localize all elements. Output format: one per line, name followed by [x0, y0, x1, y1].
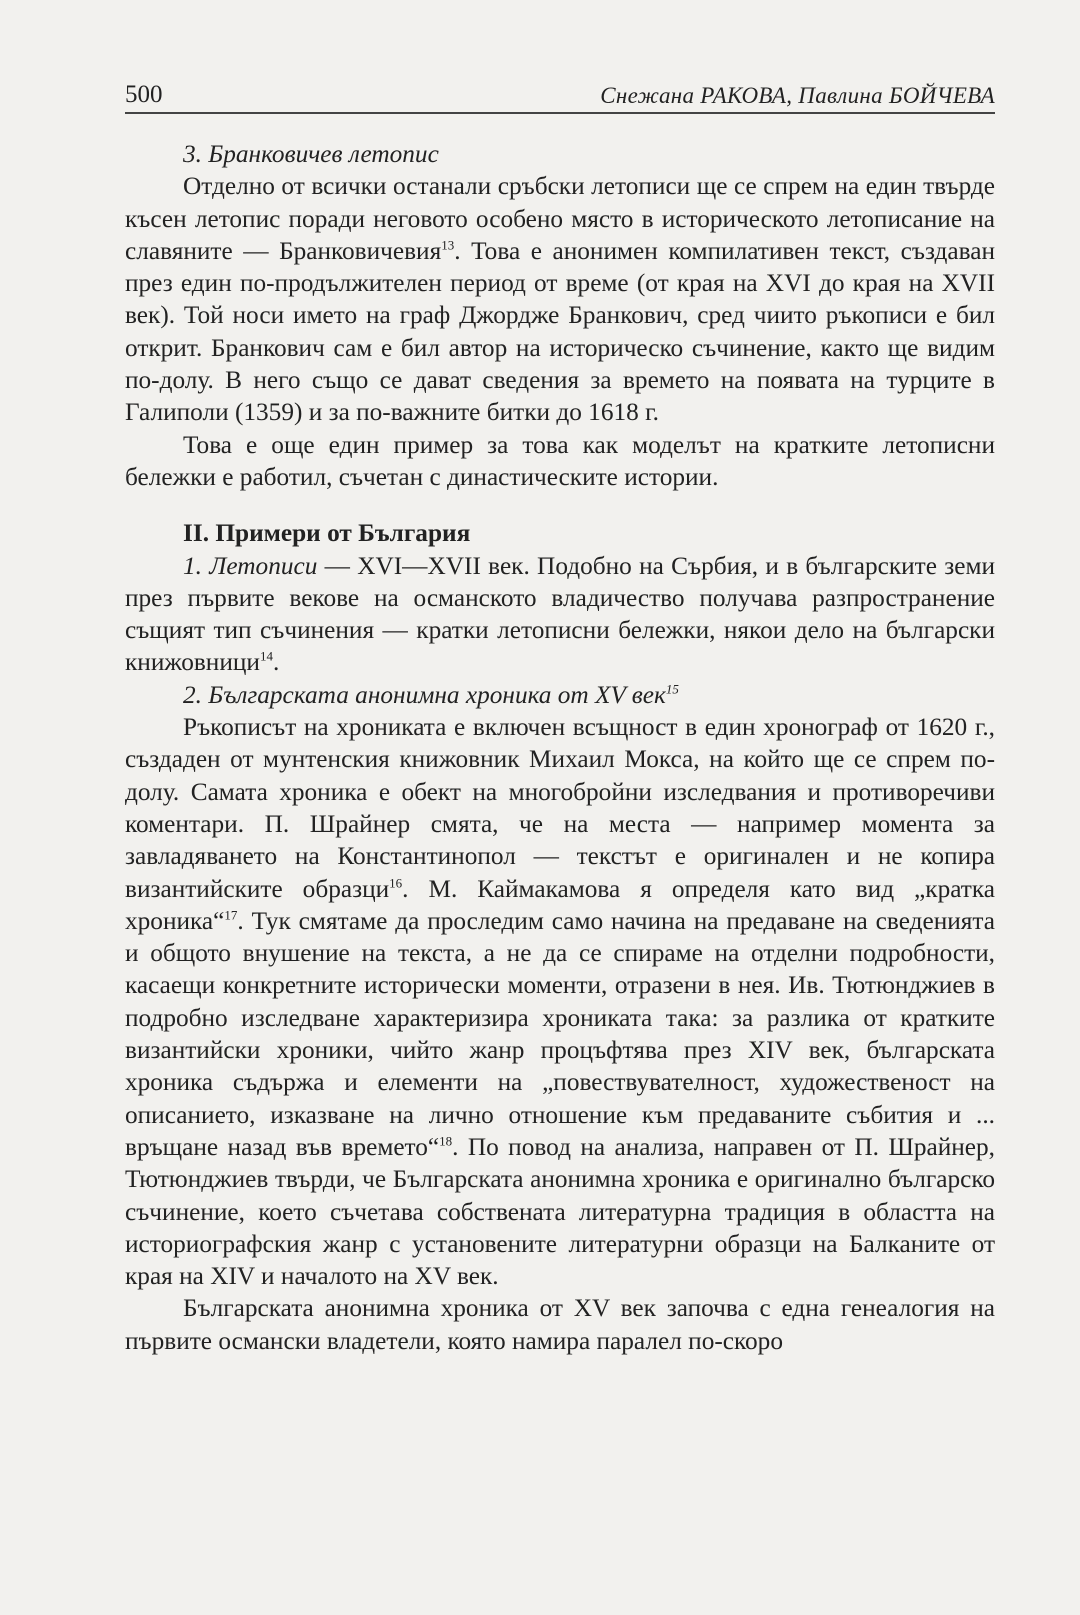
paragraph-text: Ръкописът на хрониката е включен всъщност в един хронограф от 1620 г., създаден от мунтенския книжовник Михаил Мокса, на който ще се спрем по-долу. Самата хроника е обект на многобройни изследвания и противоречиви коментари. П. Шрайнер смята, че на места — например момента за завладяването на Константинопол — текстът е оригинален и не копира византийските образци	[125, 713, 995, 903]
paragraph-text: . Тук смятаме да проследим само начина на предаване на сведенията и общото внушение на текста, а не да се спираме на отделни подробности, касаещи конкретните исторически моменти, отразени в нея. Ив. Тютюнджиев в подробно изследване характеризира хрониката така: за разлика от кратките византийски хроники, чийто жанр процъфтява през XIV век, българската хроника съдържа и елементи на „повествувателност, художественост на описанието, изказване на лично отношение към предаваните събития и ... връщане назад във времето“	[125, 906, 995, 1161]
paragraph-text: Отделно от всички останали сръбски летописи ще се спрем на един твърде късен летопис поради неговото особено място в историческото летописание на славяните — Бранковичевия	[125, 172, 995, 265]
paragraph	[125, 170, 995, 428]
page-header	[125, 78, 995, 114]
footnote-ref: 13	[441, 237, 455, 253]
paragraph: Българската анонимна хроника от XV век започва с една генеалогия на първите османски владетели, която намира паралел по-скоро	[125, 1294, 995, 1355]
paragraph	[125, 711, 995, 1292]
footnote-ref: 18	[439, 1133, 453, 1149]
paragraph: Това е още един пример за това как моделът на кратките летописни бележки е работил, съчетан с династическите истории.	[125, 430, 995, 491]
paragraph-text: . Това е анонимен компилативен текст, създаван през един по-продължителен период от време (от края на XVI до края на XVII век). Той носи името на граф Джордже Бранкович, сред чиито ръкописи е бил открит. Бранкович сам е бил автор на историческо съчинение, както ще видим по-долу. В него също се дават сведения за времето на появата на турците в Галиполи (1359) и за по-важните битки до 1618 г.	[125, 236, 996, 427]
section-heading-bulgaria: II. Примери от България	[183, 519, 471, 548]
paragraph-text: . По повод на анализа, направен от П. Шрайнер, Тютюнджиев твърди, че Българската анонимна хроника е оригинално българско съчинение, което съчетава собствената литературна традиция в областта на историографския жанр с установените литературни образци на Балканите от края на XIV и началото на XV век.	[125, 1132, 995, 1291]
paragraph-text: . М. Каймакамова я определя като вид „кратка хроника“	[125, 874, 995, 935]
subsection-title	[125, 679, 995, 711]
footnote-ref: 15	[665, 681, 679, 697]
main-text	[125, 138, 995, 1357]
footnote-ref: 14	[259, 649, 273, 665]
subsection-title: 1. Летописи	[183, 551, 318, 580]
page-number: 500	[125, 81, 163, 108]
paragraph	[125, 550, 995, 679]
section-title-branković: 3. Бранковичев летопис	[183, 140, 439, 168]
subsection-title-text: 2. Българската анонимна хроника от XV век	[183, 680, 666, 709]
running-head: Снежана РАКОВА, Павлина БОЙЧЕВА	[600, 83, 995, 108]
section-gap	[125, 493, 995, 517]
paragraph-text: — XVI—XVII век. Подобно на Сърбия, и в българските земи през първите векове на османското владичество получава разпространение същият тип съчинения — кратки летописни бележки, някои дело на български книжовници	[125, 551, 995, 677]
footnote-ref: 17	[224, 907, 238, 923]
paragraph-text: .	[272, 648, 280, 677]
footnote-ref: 16	[389, 875, 403, 891]
